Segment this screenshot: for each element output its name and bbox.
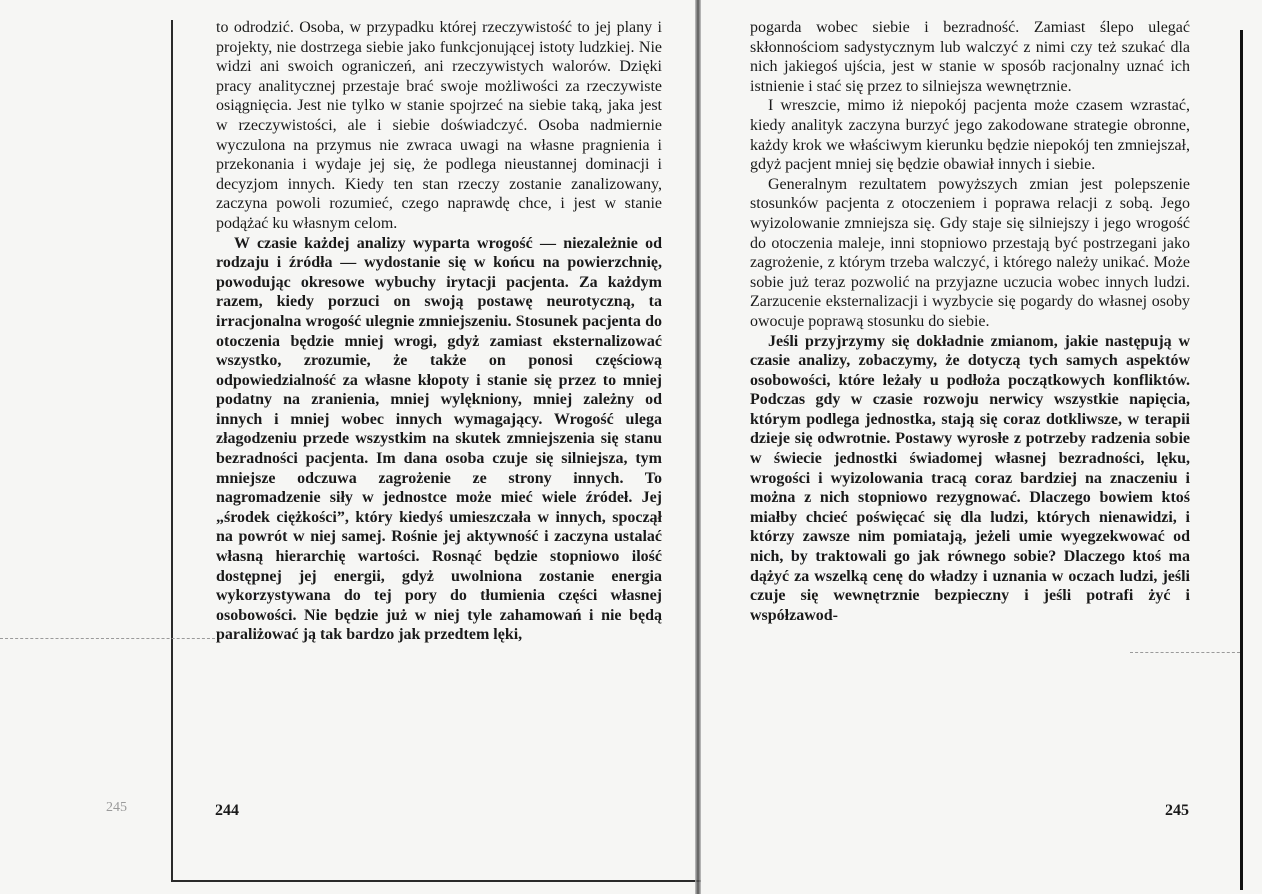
- right-page-edge: [1240, 30, 1243, 890]
- paragraph: pogarda wobec siebie i bezradność. Zamiast ślepo ulegać skłonnościom sadystycznym lub walczyć z nimi czy też szukać dla nich jakiegoś ujścia, jest w stanie w sposób racjonalny uznać ich istnienie i stać się przez to silniejsza wewnętrznie.: [750, 19, 1190, 95]
- paragraph: Jeśli przyjrzymy się dokładnie zmianom, jakie następują w czasie analizy, zobaczymy, że dotyczą tych samych aspektów osobowości, które leżały u podłoża początkowych konfliktów. Podczas gdy w czasie rozwoju nerwicy wszystkie napięcia, którym podlega jednostka, stają się coraz dotkliwsze, w terapii dzieje się odwrotnie. Postawy wyrosłe z potrzeby radzenia sobie w świecie jednostki świadomej własnej bezradności, lęku, wrogości i wyizolowania tracą coraz bardziej na znaczeniu i można z nich stopniowo rezygnować. Dlaczego bowiem ktoś miałby chcieć poświęcać się dla ludzi, których nienawidzi, i którzy zawsze nim pomiatają, jeżeli umie wyegzekwować od nich, by traktowali go jak równego sobie? Dlaczego ktoś ma dążyć za wszelką cenę do władzy i uznania w oczach ludzi, jeśli czuje się wewnętrznie bezpieczny i jeśli potrafi żyć i współzawod-: [750, 332, 1190, 624]
- left-page-edge: [171, 20, 173, 880]
- paragraph: to odrodzić. Osoba, w przypadku której rzeczywistość to jej plany i projekty, nie dostrzega siebie jako funkcjonującej istoty ludzkiej. Nie widzi ani swoich ograniczeń, ani rzeczywistych walorów. Dzięki pracy analitycznej przestaje brać swoje możliwości za rzeczywiste osiągnięcia. Jest nie tylko w stanie spojrzeć na siebie taką, jaka jest w rzeczywistości, ale i siebie doświadczyć. Osoba nadmiernie wyczulona na przymus nie zwraca uwagi na własne pragnienia i przekonania i wydaje jej się, że podlega nieustannej dominacji i decyzjom innych. Kiedy ten stan rzeczy zostanie zanalizowany, zaczyna powoli rozumieć, czego naprawdę chce, i jest w stanie podążać ku własnym celom.: [216, 19, 662, 232]
- bottom-page-edge: [171, 880, 701, 882]
- book-spine: [695, 0, 701, 894]
- left-page: [216, 18, 662, 645]
- page-number-right: 245: [1165, 802, 1189, 819]
- right-page: [750, 18, 1190, 625]
- paragraph: I wreszcie, mimo iż niepokój pacjenta może czasem wzrastać, kiedy analityk zaczyna burzyć jego zakodowane strategie obronne, każdy krok we właściwym kierunku będzie niepokój ten zmniejszał, gdyż pacjent mniej się będzie obawiał innych i siebie.: [750, 97, 1190, 174]
- page-number-left: 244: [215, 802, 239, 819]
- margin-page-number: 245: [106, 800, 127, 815]
- scan-artifact-line: [0, 638, 215, 640]
- paragraph: W czasie każdej analizy wyparta wrogość — niezależnie od rodzaju i źródła — wydostanie się w końcu na powierzchnię, powodując okresowe wybuchy irytacji pacjenta. Za każdym razem, kiedy porzuci on swoją postawę neurotyczną, ta irracjonalna wrogość ulegnie zmniejszeniu. Stosunek pacjenta do otoczenia będzie mniej wrogi, gdyż zamiast eksternalizować wszystko, zrozumie, że także on ponosi częściową odpowiedzialność za własne kłopoty i stanie się przez to mniej podatny na zranienia, mniej wylękniony, mniej zależny od innych i mniej wobec innych wymagający. Wrogość ulega złagodzeniu przede wszystkim na skutek zmniejszenia się stanu bezradności pacjenta. Im dana osoba czuje się silniejsza, tym mniejsze odczuwa zagrożenie ze strony innych. To nagromadzenie siły w jednostce może mieć wiele źródeł. Jej „środek ciężkości”, który kiedyś umieszczała w innych, spoczął na powrót w niej samej. Rośnie jej aktywność i zaczyna ustalać własną hierarchię wartości. Rosnąć będzie stopniowo ilość dostępnej jej energii, gdyż uwolniona zostanie energia wykorzystywana do tej pory do tłumienia części własnej osobowości. Nie będzie już w niej tyle zahamowań i nie będą paraliżować ją tak bardzo jak przedtem lęki,: [216, 234, 662, 644]
- paragraph: Generalnym rezultatem powyższych zmian jest polepszenie stosunków pacjenta z otoczeniem i poprawa relacji z sobą. Jego wyizolowanie zmniejsza się. Gdy staje się silniejszy i jego wrogość do otoczenia maleje, inni stopniowo przestają być postrzegani jako zagrożenie, z którym trzeba walczyć, i którego należy unikać. Może sobie już teraz pozwolić na przyjazne uczucia wobec innych ludzi. Zarzucenie eksternalizacji i wyzbycie się pogardy do własnej osoby owocuje poprawą stosunku do siebie.: [750, 175, 1190, 330]
- scan-artifact-line: [1130, 652, 1240, 654]
